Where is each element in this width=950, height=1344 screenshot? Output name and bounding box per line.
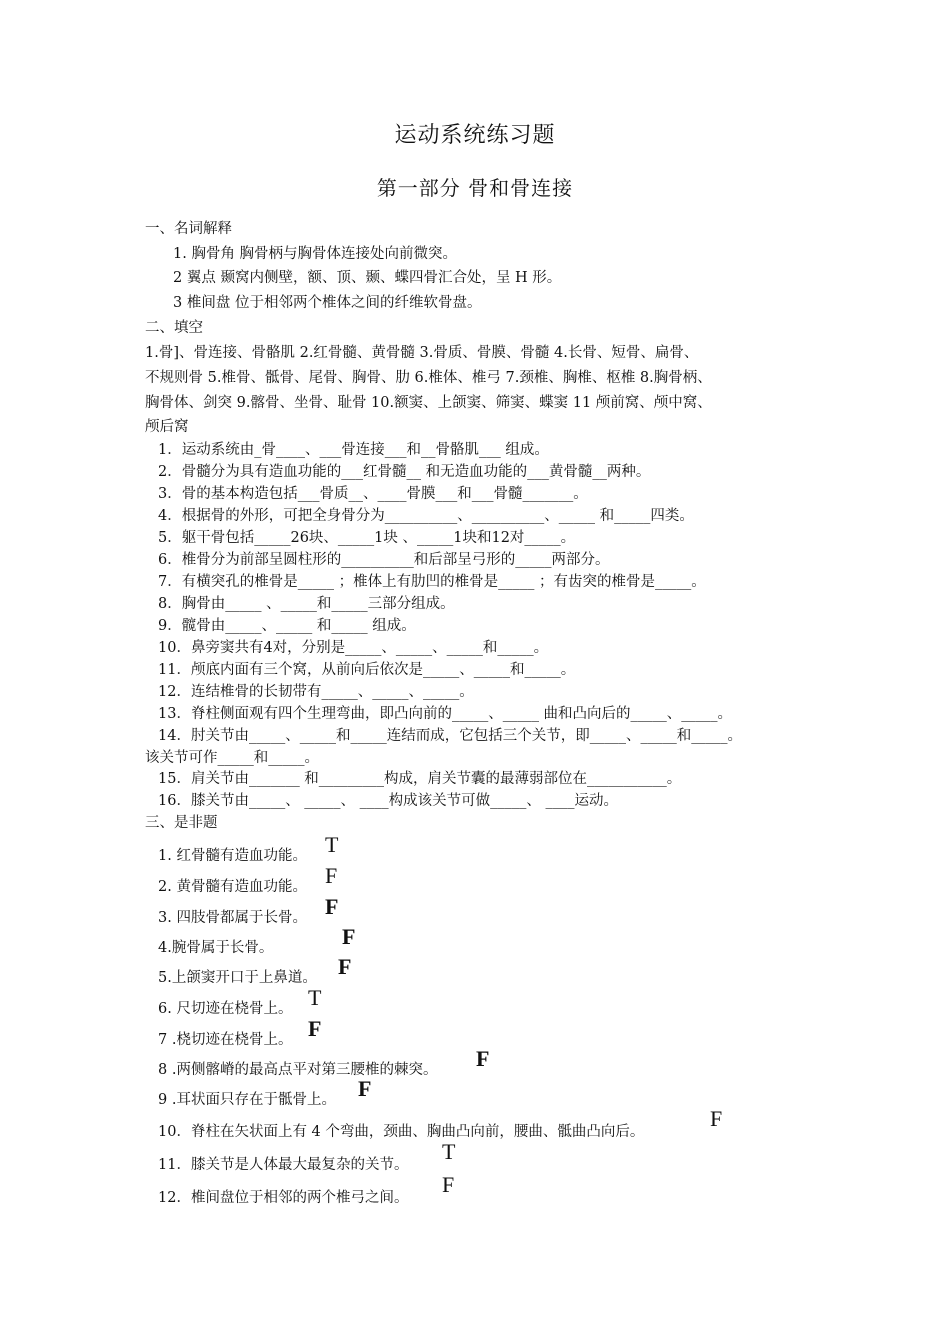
tf-question: 7 .桡切迹在桡骨上。 (158, 1032, 293, 1048)
definition-item: 3 椎间盘 位于相邻两个椎体之间的纤维软骨盘。 (173, 295, 482, 311)
tf-answer-mark: F (710, 1106, 723, 1131)
tf-answer-mark: T (325, 832, 339, 857)
fill-question: 6．椎骨分为前部呈圆柱形的__________和后部呈弓形的_____两部分。 (158, 552, 610, 568)
fill-question: 4．根据骨的外形，可把全身骨分为__________、__________、_____ 和_____四类。 (158, 508, 694, 524)
tf-answer-mark: F (342, 924, 356, 949)
fill-question: 14．肘关节由_____、_____和_____连结而成，它包括三个关节，即_____、_____和_____。 (158, 728, 742, 744)
fill-question-continued: 该关节可作_____和_____。 (145, 750, 319, 766)
tf-answer-mark: T (308, 985, 322, 1010)
tf-answer-mark: F (358, 1076, 372, 1101)
tf-answer-mark: F (338, 954, 352, 979)
fill-question: 13．脊柱侧面观有四个生理弯曲，即凸向前的_____、_____ 曲和凸向后的_____、_____。 (158, 706, 733, 722)
fill-question: 5．躯干骨包括_____26块、_____1块 、_____1块和12对_____。 (158, 530, 576, 546)
answer-line: 颅后窝 (145, 419, 189, 435)
answer-line: 不规则骨 5.椎骨、骶骨、尾骨、胸骨、肋 6.椎体、椎弓 7.颈椎、胸椎、枢椎 8.胸骨柄、 (145, 370, 712, 386)
fill-question: 11．颅底内面有三个窝，从前向后依次是_____、_____和_____。 (158, 662, 576, 678)
document-subtitle: 第一部分 骨和骨连接 (376, 176, 574, 200)
fill-question: 10．鼻旁窦共有4对，分别是_____、_____、_____和_____。 (158, 640, 549, 656)
tf-question: 10．脊柱在矢状面上有 4 个弯曲，颈曲、胸曲凸向前，腰曲、骶曲凸向后。 (158, 1124, 645, 1140)
tf-answer-mark: F (476, 1046, 490, 1071)
section-heading-true-false: 三、是非题 (145, 815, 218, 831)
tf-question: 2. 黄骨髓有造血功能。 (158, 879, 307, 895)
definition-item: 1. 胸骨角 胸骨柄与胸骨体连接处向前微突。 (173, 246, 458, 262)
fill-question: 7．有横突孔的椎骨是_____ ；椎体上有肋凹的椎骨是_____ ；有齿突的椎骨是_____。 (158, 574, 706, 590)
tf-answer-mark: F (325, 863, 338, 888)
tf-question: 12．椎间盘位于相邻的两个椎弓之间。 (158, 1190, 409, 1206)
tf-question: 9 .耳状面只存在于骶骨上。 (158, 1092, 336, 1108)
definition-item: 2 翼点 颞窝内侧壁，额、顶、颞、蝶四骨汇合处，呈 H 形。 (173, 270, 562, 286)
fill-question: 1．运动系统由_骨____、___骨连接___和__骨骼肌___ 组成。 (158, 442, 549, 458)
section-heading-fill-blank: 二、填空 (145, 320, 203, 336)
answer-line: 胸骨体、剑突 9.髂骨、坐骨、耻骨 10.额窦、上颌窦、筛窦、蝶窦 11 颅前窝、颅中窝、 (145, 395, 712, 411)
fill-question: 16．膝关节由_____、 _____、 ____构成该关节可做_____、 ____运动。 (158, 793, 619, 809)
tf-question: 1. 红骨髓有造血功能。 (158, 848, 307, 864)
tf-question: 3. 四肢骨都属于长骨。 (158, 910, 307, 926)
tf-question: 8 .两侧髂嵴的最高点平对第三腰椎的棘突。 (158, 1062, 438, 1078)
tf-question: 5.上颌窦开口于上鼻道。 (158, 970, 317, 986)
document-title: 运动系统练习题 (394, 123, 556, 148)
answer-line: 1.骨]、骨连接、骨骼肌 2.红骨髓、黄骨髓 3.骨质、骨膜、骨髓 4.长骨、短骨、扁骨、 (145, 345, 699, 361)
tf-answer-mark: F (308, 1016, 322, 1041)
fill-question: 9．髋骨由_____、_____ 和_____ 组成。 (158, 618, 416, 634)
fill-question: 2．骨髓分为具有造血功能的___红骨髓__ 和无造血功能的___黄骨髓__两种。 (158, 464, 651, 480)
fill-question: 3．骨的基本构造包括___骨质__、____骨膜___和___骨髓_______。 (158, 486, 588, 502)
tf-answer-mark: F (442, 1172, 455, 1197)
fill-question: 8．胸骨由_____ 、_____和_____三部分组成。 (158, 596, 455, 612)
fill-question: 15．肩关节由_______ 和_________构成，肩关节囊的最薄弱部位在___________。 (158, 771, 682, 787)
tf-answer-mark: T (442, 1139, 456, 1164)
fill-question: 12．连结椎骨的长韧带有_____、_____、_____。 (158, 684, 474, 700)
tf-question: 11．膝关节是人体最大最复杂的关节。 (158, 1157, 409, 1173)
tf-question: 4.腕骨属于长骨。 (158, 940, 274, 956)
tf-answer-mark: F (325, 894, 339, 919)
section-heading-definitions: 一、名词解释 (145, 221, 232, 237)
tf-question: 6. 尺切迹在桡骨上。 (158, 1001, 293, 1017)
